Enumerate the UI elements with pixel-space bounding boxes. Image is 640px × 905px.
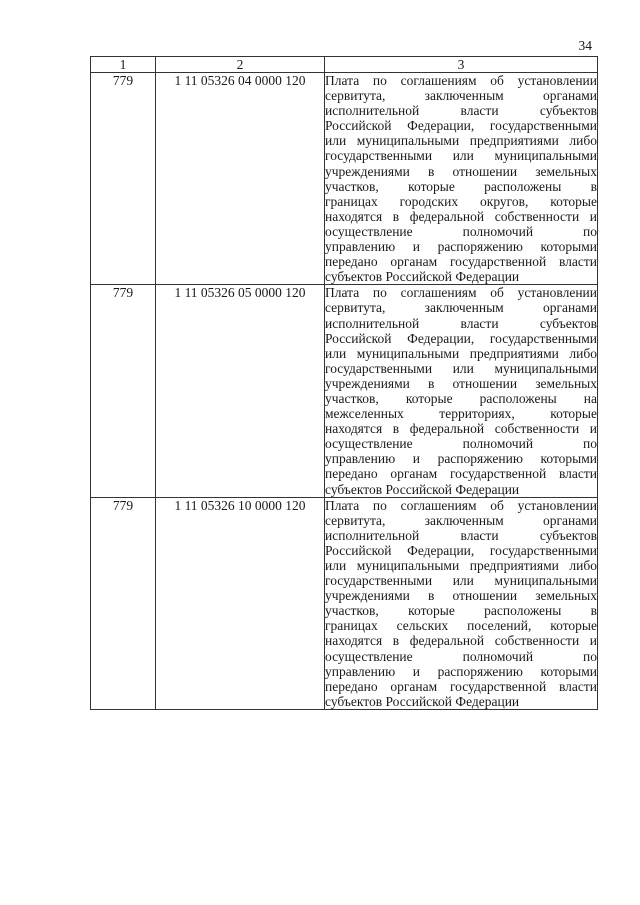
column-header-3: 3 [325,57,598,73]
description-line: участков, которые расположены в [325,603,597,619]
description-line: или муниципальными предприятиями либо [325,345,597,361]
description-line: сервитута, заключенным органами [325,512,597,528]
table-header-row [91,57,598,73]
description-line: учреждениями в отношении земельных [325,588,597,604]
description-line: сервитута, заключенным органами [325,300,597,316]
description-line: исполнительной власти субъектов [325,315,597,331]
description-line: субъектов Российской Федерации [325,693,520,709]
description-line: управлению и распоряжению которыми [325,239,597,255]
description-line: участков, которые расположены в [325,178,597,194]
description-line: границах городских округов, которые [325,193,597,209]
description-line: Плата по соглашениям об установлении [325,73,597,88]
description-line: осуществление полномочий по [325,223,597,239]
description-line: передано органам государственной власти [325,678,597,694]
description-line: передано органам государственной власти [325,254,597,270]
description-line: исполнительной власти субъектов [325,103,597,119]
description-line: Российской Федерации, государственными [325,118,597,134]
table-row [91,285,598,497]
description-line: государственными или муниципальными [325,360,597,376]
description-line: находятся в федеральной собственности и [325,633,597,649]
description-cell [325,73,598,285]
revenue-code-table [90,56,598,710]
table-row [91,497,598,709]
description-line: учреждениями в отношении земельных [325,375,597,391]
admin-code-cell: 779 [91,285,156,497]
table-row [91,73,598,285]
description-line: сервитута, заключенным органами [325,88,597,104]
revenue-code-cell: 1 11 05326 10 0000 120 [156,497,325,709]
page-number: 34 [578,38,592,53]
admin-code-cell: 779 [91,497,156,709]
description-line: границах сельских поселений, которые [325,618,597,634]
description-line: государственными или муниципальными [325,573,597,589]
admin-code-cell: 779 [91,73,156,285]
description-line: учреждениями в отношении земельных [325,163,597,179]
description-line: находятся в федеральной собственности и [325,208,597,224]
description-line: осуществление полномочий по [325,436,597,452]
description-line: или муниципальными предприятиями либо [325,133,597,149]
description-line: управлению и распоряжению которыми [325,663,597,679]
column-header-1: 1 [91,57,156,73]
description-line: Российской Федерации, государственными [325,542,597,558]
column-header-2: 2 [156,57,325,73]
description-line: управлению и распоряжению которыми [325,451,597,467]
description-line: субъектов Российской Федерации [325,269,520,285]
description-line: Плата по соглашениям об установлении [325,497,597,513]
revenue-code-cell: 1 11 05326 05 0000 120 [156,285,325,497]
description-cell [325,285,598,497]
description-line: Плата по соглашениям об установлении [325,285,597,301]
description-line: передано органам государственной власти [325,466,597,482]
description-line: или муниципальными предприятиями либо [325,558,597,573]
description-line: осуществление полномочий по [325,648,597,664]
description-line: межселенных территориях, которые [325,406,597,422]
description-line: находятся в федеральной собственности и [325,421,597,437]
revenue-code-cell: 1 11 05326 04 0000 120 [156,73,325,285]
description-line: исполнительной власти субъектов [325,527,597,543]
description-line: Российской Федерации, государственными [325,330,597,346]
description-cell [325,497,598,709]
description-line: субъектов Российской Федерации [325,481,520,497]
description-line: участков, которые расположены на [325,390,597,406]
description-line: государственными или муниципальными [325,148,597,164]
